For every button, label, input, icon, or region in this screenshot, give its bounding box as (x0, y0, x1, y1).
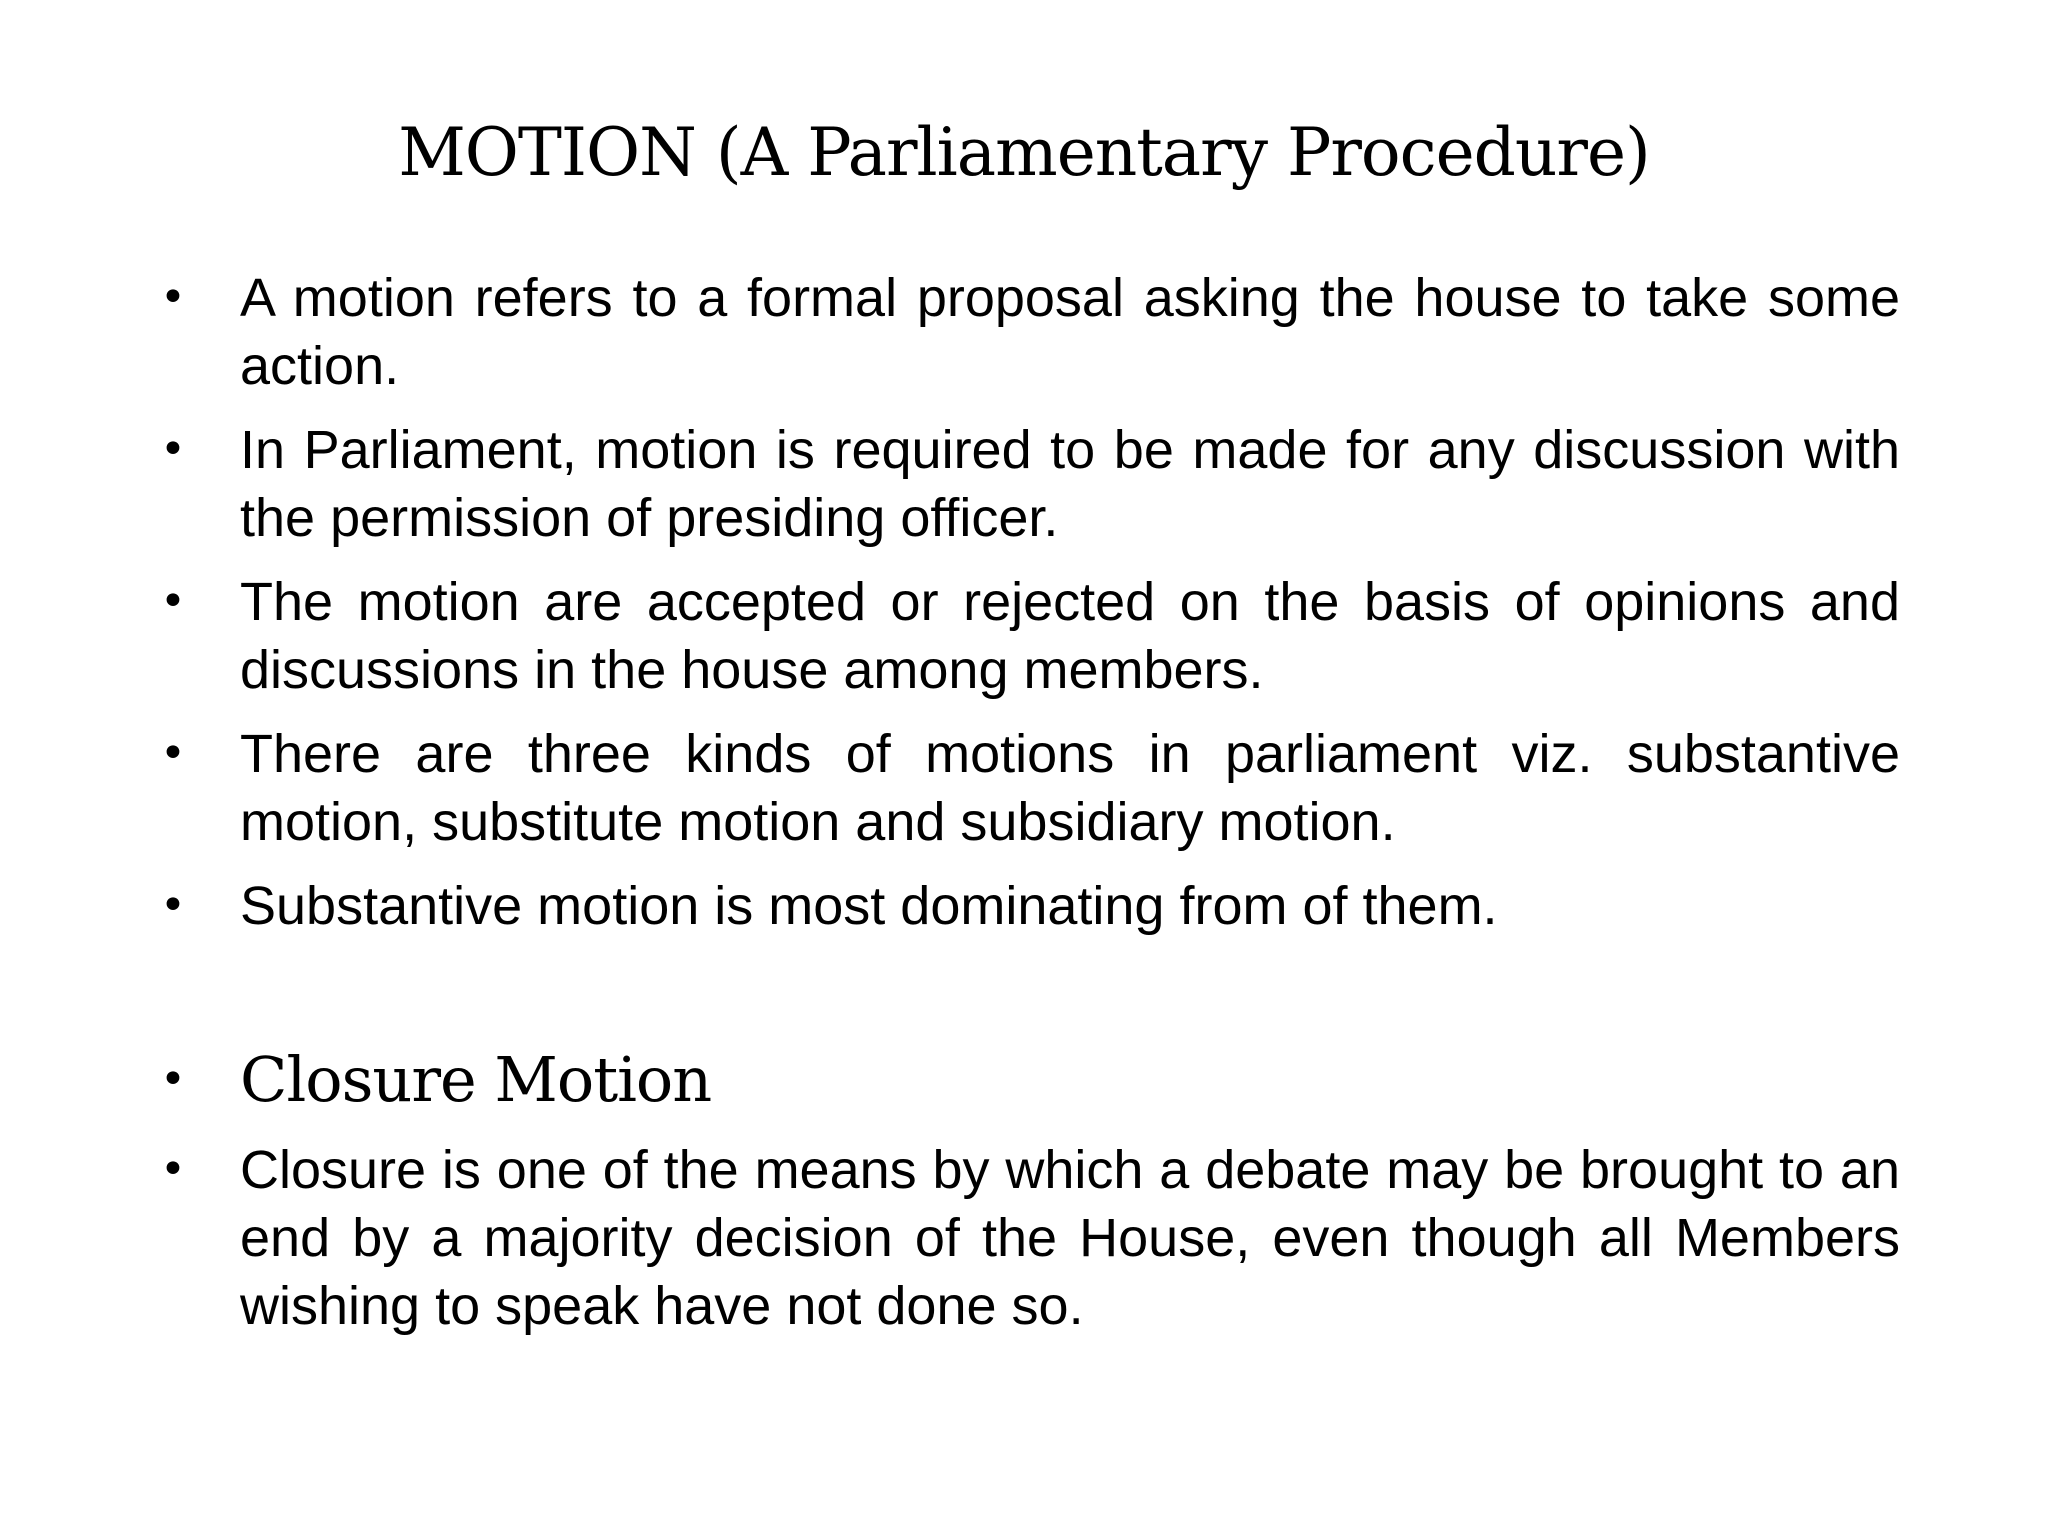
slide-title: MOTION (A Parliamentary Procedure) (398, 114, 1650, 191)
list-item (160, 1136, 1900, 1340)
bullet-text: Substantive motion is most dominating from of them. (240, 876, 1498, 936)
list-item (160, 568, 1900, 704)
section-heading: Closure Motion (240, 1043, 712, 1116)
list-item (160, 416, 1900, 552)
list-item (160, 264, 1900, 400)
bullet-text: Closure is one of the means by which a debate may be brought to an end by a majority decision of the House, even though all Members wishing to speak have not done so. (240, 1140, 1900, 1336)
bullet-marker: • (160, 880, 186, 931)
bullet-marker: • (160, 576, 186, 627)
list-item (160, 872, 1900, 940)
bullet-marker: • (160, 1144, 186, 1195)
bullet-marker: • (160, 728, 186, 779)
bullet-marker: • (160, 424, 186, 475)
bullet-text: There are three kinds of motions in parliament viz. substantive motion, substitute motion and subsidiary motion. (240, 724, 1900, 852)
bullet-marker: • (160, 1054, 186, 1105)
bullet-text: A motion refers to a formal proposal asking the house to take some action. (240, 268, 1900, 396)
list-item (160, 720, 1900, 856)
bullet-marker: • (160, 272, 186, 323)
bullet-text: The motion are accepted or rejected on the basis of opinions and discussions in the house among members. (240, 572, 1900, 700)
bullet-text: In Parliament, motion is required to be made for any discussion with the permission of presiding officer. (240, 420, 1900, 548)
section-heading-item (160, 1040, 1900, 1120)
